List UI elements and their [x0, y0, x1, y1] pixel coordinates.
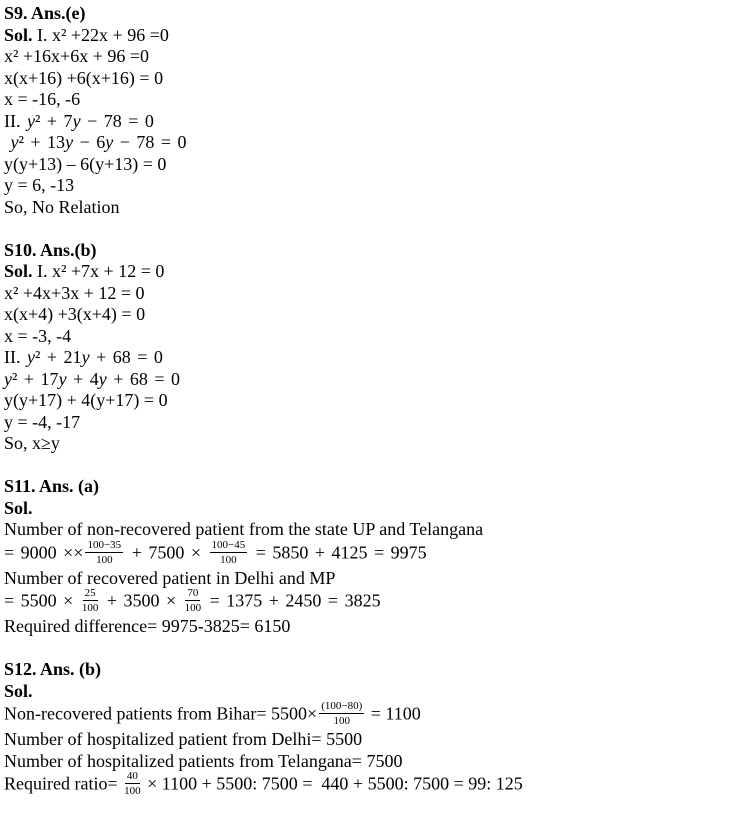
- text-segment: − 78 = 0: [113, 132, 187, 152]
- fraction: [82, 587, 99, 614]
- text-segment: − 78 = 0: [80, 110, 154, 131]
- text-segment: y(y+17) + 4(y+17) = 0: [4, 390, 168, 410]
- text-segment: ² + 17: [12, 368, 59, 389]
- text-segment: + 68 = 0: [106, 368, 181, 389]
- solution-line: [4, 681, 746, 703]
- bold-text-segment: Sol.: [4, 680, 33, 701]
- solution-line: [4, 154, 746, 176]
- fraction: [319, 700, 364, 727]
- text-segment: Number of recovered patient in Delhi and MP: [4, 567, 336, 588]
- math-variable: y: [4, 368, 12, 389]
- text-segment: ² + 13: [18, 132, 66, 152]
- solution-section-s11: [4, 476, 746, 638]
- fraction-denominator: 100: [220, 553, 237, 566]
- fraction-denominator: 100: [333, 715, 350, 727]
- math-variable: y: [105, 132, 114, 152]
- fraction-numerator: 100−45: [211, 538, 246, 551]
- solution-section-s10: [4, 240, 746, 455]
- solution-line: [4, 412, 746, 434]
- text-segment: So, No Relation: [4, 196, 120, 217]
- text-segment: y = -4, -17: [4, 411, 81, 432]
- solution-line: [4, 498, 746, 520]
- text-segment: x(x+16) +6(x+16) = 0: [4, 67, 164, 88]
- text-segment: I. x² +7x + 12 = 0: [32, 261, 165, 281]
- fraction-numerator: (100−80): [321, 700, 363, 712]
- solution-line: [4, 519, 746, 541]
- text-segment: − 6: [73, 132, 106, 152]
- math-variable: y: [27, 347, 35, 367]
- text-segment: x = -16, -6: [4, 89, 81, 109]
- text-segment: Number of non-recovered patient from the state UP and Telangana: [4, 519, 484, 539]
- solution-line: [4, 616, 746, 638]
- math-variable: y: [81, 347, 90, 367]
- text-segment: + 4: [66, 368, 99, 389]
- text-segment: x(x+4) +3(x+4) = 0: [4, 304, 146, 324]
- text-segment: x² +4x+3x + 12 = 0: [4, 282, 145, 303]
- solution-line: [4, 25, 746, 47]
- text-segment: + 3500 ×: [100, 590, 183, 611]
- solution-line: [4, 369, 746, 391]
- text-segment: y(y+13) – 6(y+13) = 0: [4, 153, 167, 174]
- solution-line: [4, 304, 746, 326]
- text-segment: Required ratio=: [4, 773, 123, 794]
- solution-line: [4, 175, 746, 197]
- text-segment: x = -3, -4: [4, 325, 72, 346]
- fraction-denominator: 100: [124, 785, 141, 797]
- text-segment: II.: [4, 347, 27, 367]
- solution-line: [4, 589, 746, 616]
- answer-header-s10: S10. Ans.(b): [4, 239, 97, 260]
- text-segment: ² + 7: [35, 110, 73, 131]
- bold-text-segment: Sol.: [4, 24, 33, 45]
- solution-line: [4, 347, 746, 369]
- text-segment: Required difference= 9975-3825= 6150: [4, 616, 291, 636]
- fraction: [210, 539, 248, 566]
- solution-line: [4, 46, 746, 68]
- text-segment: = 1100: [366, 703, 421, 724]
- solution-line: [4, 538, 746, 568]
- fraction-denominator: 100: [184, 602, 202, 614]
- text-segment: × 1100 + 5500: 7500 = 440 + 5500: 7500 = 99: 125: [142, 773, 523, 794]
- solution-line: [4, 89, 746, 111]
- math-variable: y: [27, 110, 35, 131]
- solution-line: [4, 68, 746, 90]
- math-variable: y: [98, 368, 107, 389]
- solution-line: [4, 111, 746, 133]
- solution-section-s9: [4, 3, 746, 218]
- solution-line: [4, 751, 746, 773]
- text-segment: = 5500 ×: [4, 590, 80, 611]
- solution-line: [4, 283, 746, 305]
- fraction: [185, 587, 202, 614]
- text-segment: = 5850 + 4125 = 9975: [249, 542, 427, 563]
- fraction-numerator: 40: [126, 770, 138, 782]
- text-segment: + 7500 ×: [125, 542, 208, 563]
- fraction-denominator: 100: [81, 602, 99, 614]
- answer-header-s12: S12. Ans. (b): [4, 659, 102, 679]
- answer-header-s11: S11. Ans. (a): [4, 476, 100, 496]
- text-segment: y = 6, -13: [4, 175, 75, 195]
- solution-line: [4, 132, 746, 154]
- text-segment: ² + 21: [35, 347, 82, 367]
- text-segment: II.: [4, 110, 27, 131]
- text-segment: So, x≥y: [4, 433, 60, 453]
- solution-line: [4, 729, 746, 751]
- text-segment: = 9000 ××: [4, 542, 84, 563]
- fraction: [85, 539, 123, 566]
- solution-line: [4, 772, 746, 799]
- bold-text-segment: Sol.: [4, 261, 33, 281]
- solution-line: [4, 326, 746, 348]
- fraction-numerator: 70: [187, 587, 199, 599]
- math-variable: y: [58, 368, 67, 389]
- solution-line: [4, 433, 746, 455]
- text-segment: Number of hospitalized patients from Telangana= 7500: [4, 750, 403, 771]
- text-segment: = 1375 + 2450 = 3825: [203, 590, 381, 611]
- text-segment: x² +16x+6x + 96 =0: [4, 46, 150, 66]
- solution-line: [4, 390, 746, 412]
- fraction-numerator: 25: [84, 587, 96, 599]
- fraction-numerator: 100−35: [87, 538, 122, 551]
- bold-text-segment: Sol.: [4, 497, 33, 518]
- solution-line: [4, 197, 746, 219]
- fraction-denominator: 100: [96, 553, 113, 566]
- math-variable: y: [65, 132, 74, 152]
- solution-line: [4, 261, 746, 283]
- text-segment: I. x² +22x + 96 =0: [32, 24, 169, 45]
- text-segment: + 68 = 0: [89, 347, 163, 367]
- answer-header-s9: S9. Ans.(e): [4, 3, 86, 23]
- math-variable: y: [72, 110, 81, 131]
- solution-section-s12: [4, 659, 746, 799]
- solution-line: [4, 568, 746, 590]
- math-variable: y: [10, 132, 19, 152]
- text-segment: Non-recovered patients from Bihar= 5500×: [4, 703, 318, 724]
- solution-line: [4, 702, 746, 729]
- text-segment: Number of hospitalized patient from Delhi= 5500: [4, 729, 363, 749]
- fraction: [124, 770, 141, 797]
